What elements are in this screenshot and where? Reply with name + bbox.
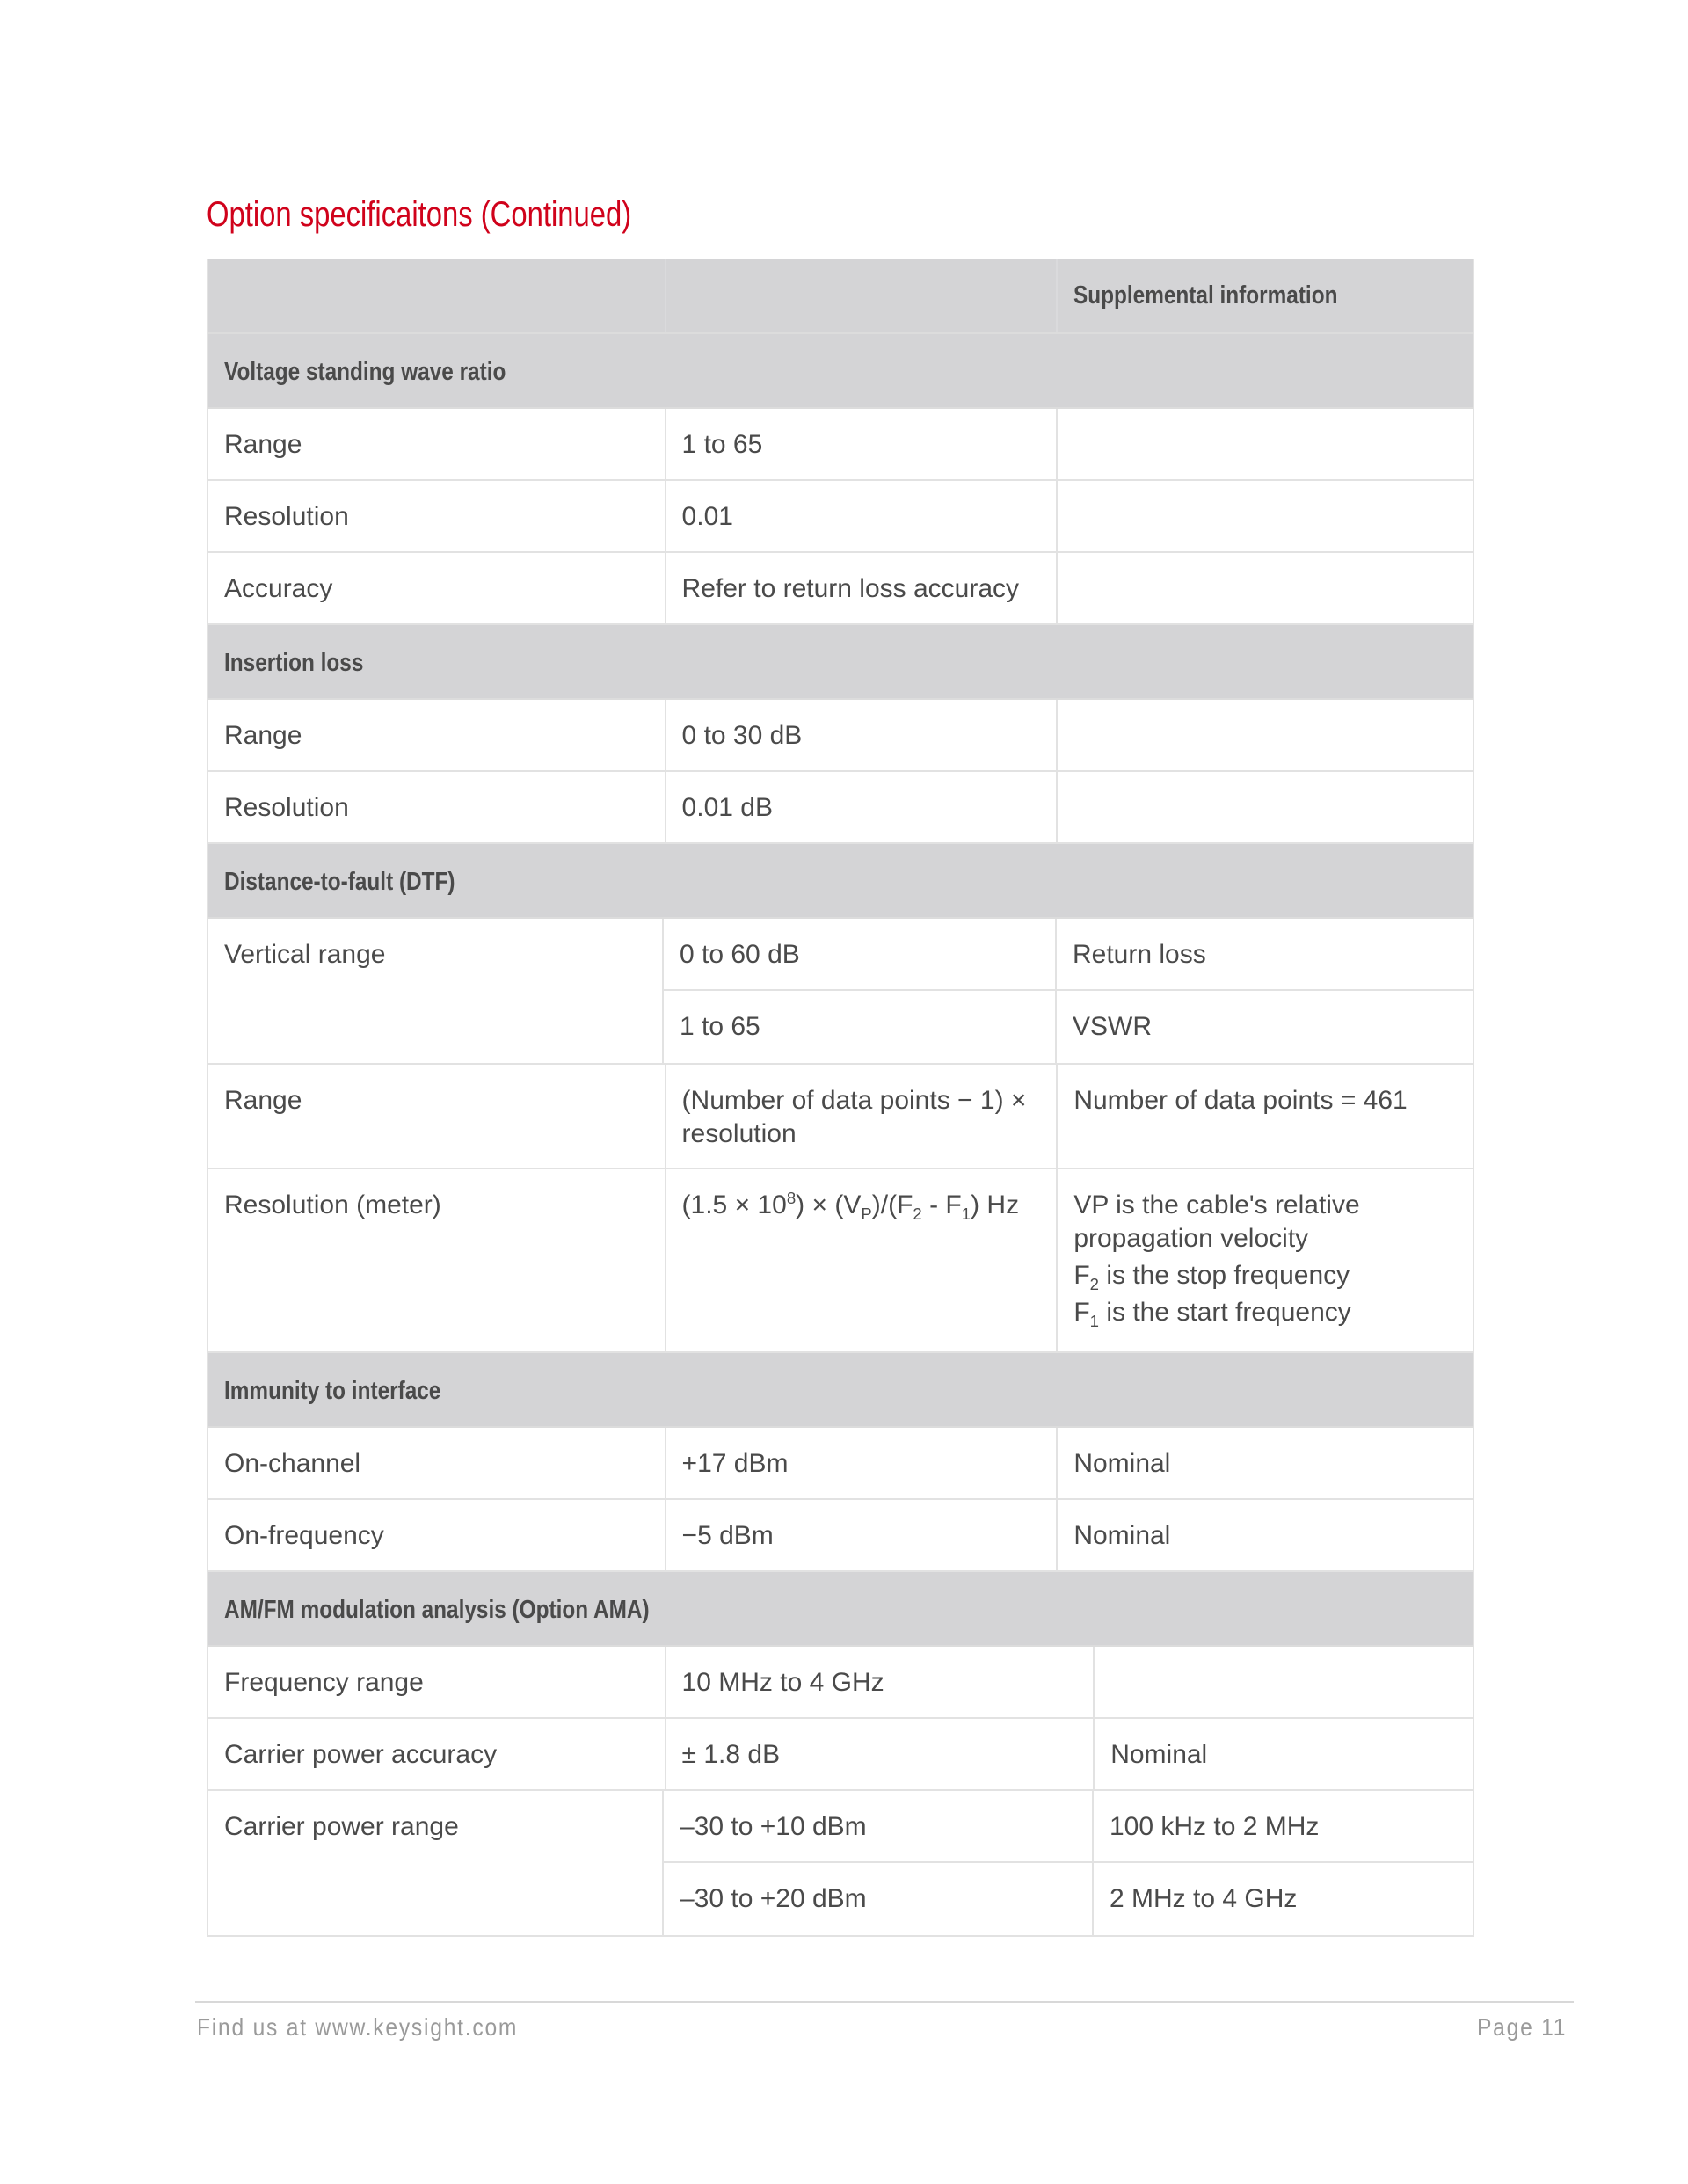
row-info	[1056, 409, 1473, 479]
table-row-group	[208, 1791, 1473, 1937]
section-title: AM/FM modulation analysis (Option AMA)	[224, 1596, 650, 1624]
footer-website: Find us at www.keysight.com	[197, 2013, 519, 2041]
row-info: 2 MHz to 4 GHz	[1092, 1863, 1473, 1935]
table-row-group	[208, 919, 1473, 1065]
row-label: Frequency range	[224, 1668, 424, 1697]
row-info	[1056, 772, 1473, 842]
footer-divider	[195, 2001, 1574, 2003]
row-value: 1 to 65	[665, 409, 1057, 479]
row-label: Resolution	[224, 502, 349, 531]
row-value: 0 to 30 dB	[665, 700, 1057, 770]
row-value: +17 dBm	[665, 1428, 1057, 1498]
section-title: Insertion loss	[224, 649, 364, 677]
table-row	[208, 1647, 1473, 1719]
row-value: 0.01 dB	[665, 772, 1057, 842]
info-line: $F_1$ is the start frequency	[1073, 1298, 1351, 1330]
table-header	[208, 259, 1473, 334]
row-label: Range	[224, 721, 302, 750]
table-row	[208, 1428, 1473, 1500]
row-info: Nominal	[1056, 1428, 1473, 1498]
spec-table	[207, 259, 1474, 1937]
row-info: VSWR	[1055, 991, 1473, 1063]
section-ama	[208, 1572, 1473, 1647]
table-row	[208, 481, 1473, 553]
row-value: 0.01	[665, 481, 1057, 551]
info-line: $F_2$ is the stop frequency	[1073, 1261, 1350, 1293]
row-label: Resolution	[224, 793, 349, 822]
row-label: Range	[224, 430, 302, 459]
row-info: Nominal	[1093, 1719, 1473, 1789]
page-title: Option specificaitons (Continued)	[207, 195, 632, 234]
table-row	[662, 1863, 1473, 1935]
table-row	[662, 1791, 1473, 1863]
table-row	[208, 1065, 1473, 1169]
section-title: Voltage standing wave ratio	[224, 358, 506, 386]
row-label: Carrier power accuracy	[224, 1740, 498, 1769]
row-value: –30 to +20 dBm	[662, 1863, 1092, 1935]
table-row	[208, 700, 1473, 772]
section-title: Immunity to interface	[224, 1377, 441, 1405]
row-value: ± 1.8 dB	[665, 1719, 1094, 1789]
table-row	[208, 1500, 1473, 1572]
header-col1	[208, 259, 665, 332]
row-value: 10 MHz to 4 GHz	[665, 1647, 1094, 1717]
row-info: Nominal	[1056, 1500, 1473, 1570]
row-value: 1 to 65	[662, 991, 1055, 1063]
row-info	[1056, 1169, 1473, 1351]
page-number: Page 11	[1476, 2013, 1567, 2041]
row-info	[1056, 481, 1473, 551]
resolution-formula: $(1.5 \times 10^8) \times (V_P)/(F_2 - F_1)$ Hz	[665, 1169, 1057, 1351]
row-value: 0 to 60 dB	[662, 919, 1055, 989]
table-row	[208, 1719, 1473, 1791]
row-value: −5 dBm	[665, 1500, 1057, 1570]
row-label: Accuracy	[224, 574, 333, 603]
row-label: Carrier power range	[224, 1812, 459, 1841]
header-supplemental	[1056, 259, 1473, 332]
section-insertion-loss	[208, 625, 1473, 700]
section-immunity	[208, 1353, 1473, 1428]
info-line: VP is the cable's relative propagation velocity	[1073, 1190, 1360, 1253]
section-dtf	[208, 844, 1473, 919]
row-info: 100 kHz to 2 MHz	[1092, 1791, 1473, 1861]
row-info: Return loss	[1055, 919, 1473, 989]
table-row	[208, 553, 1473, 625]
row-label: On-channel	[224, 1449, 361, 1478]
table-row	[208, 1169, 1473, 1353]
row-label: Vertical range	[224, 940, 386, 969]
row-label: Range	[224, 1086, 302, 1115]
table-row	[208, 409, 1473, 481]
header-col2	[665, 259, 1057, 332]
row-label: On-frequency	[224, 1521, 384, 1550]
row-value: Refer to return loss accuracy	[665, 553, 1057, 623]
table-row	[208, 772, 1473, 844]
table-row	[662, 991, 1473, 1063]
section-title: Distance-to-fault (DTF)	[224, 868, 455, 896]
row-label: Resolution (meter)	[224, 1190, 441, 1219]
header-supplemental-label: Supplemental information	[1073, 281, 1338, 309]
row-info: Number of data points = 461	[1056, 1065, 1473, 1168]
section-vswr	[208, 334, 1473, 409]
row-info	[1093, 1647, 1473, 1717]
row-value: –30 to +10 dBm	[662, 1791, 1092, 1861]
row-value: (Number of data points − 1) × resolution	[665, 1065, 1057, 1168]
row-info	[1056, 700, 1473, 770]
table-row	[662, 919, 1473, 991]
row-info	[1056, 553, 1473, 623]
